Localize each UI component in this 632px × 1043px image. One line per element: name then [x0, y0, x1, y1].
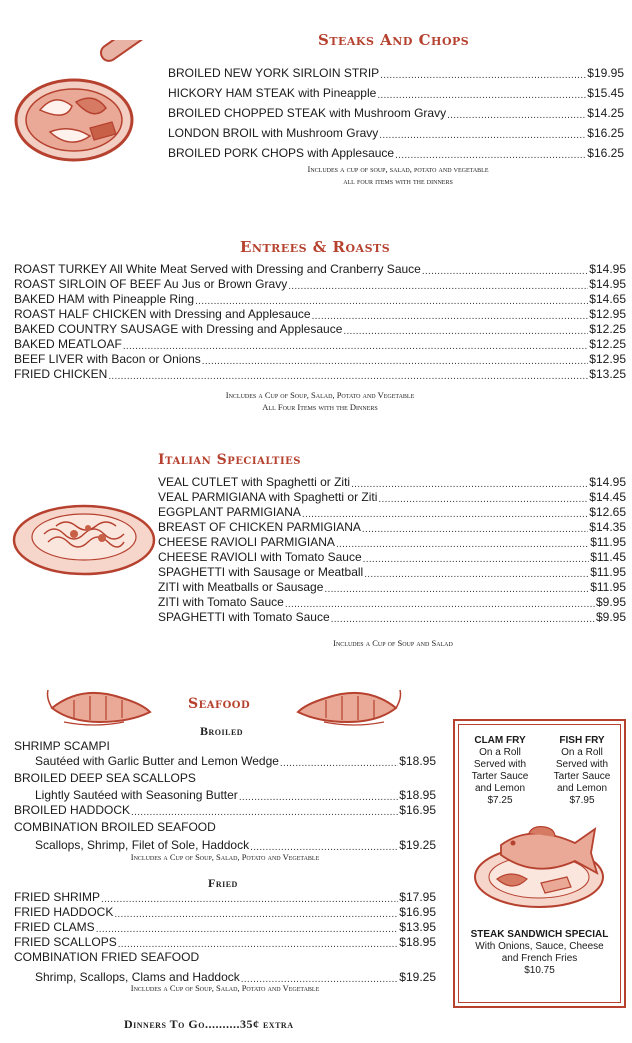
item-price: $11.45 — [590, 550, 626, 564]
menu-item — [14, 788, 436, 803]
item-price: $12.25 — [589, 337, 626, 351]
menu-item — [14, 803, 436, 818]
item-price: $11.95 — [590, 580, 626, 594]
leader-dots — [377, 90, 586, 101]
item-price: $15.45 — [587, 86, 624, 100]
clam-fry-price: $7.25 — [487, 795, 513, 806]
steaks-note — [168, 163, 628, 187]
subsection-broiled: Broiled — [200, 724, 244, 738]
leader-dots — [285, 599, 595, 610]
item-price: $18.95 — [399, 935, 436, 949]
dinners-to-go: Dinners To Go..........35¢ extra — [124, 1017, 294, 1031]
shrimp-illustration-left — [44, 682, 154, 730]
leader-dots — [202, 356, 589, 367]
item-name: EGGPLANT PARMIGIANA — [158, 505, 301, 519]
item-name: BROILED PORK CHOPS with Applesauce — [168, 146, 395, 160]
leader-dots — [114, 909, 398, 920]
steaks-list — [168, 66, 624, 161]
leader-dots — [123, 341, 588, 352]
item-price: $12.65 — [589, 505, 626, 519]
fish-fry-block — [542, 735, 622, 807]
fish-fry-line: Tarter Sauce — [553, 771, 611, 782]
menu-item — [14, 905, 436, 920]
menu-item — [158, 475, 626, 490]
shrimp-illustration-right — [294, 682, 404, 730]
item-desc: Lightly Sautéed with Seasoning Butter — [35, 788, 238, 802]
item-name: ROAST HALF CHICKEN with Dressing and Applesauce — [14, 307, 311, 321]
section-title-steaks: Steaks And Chops — [318, 31, 470, 49]
item-price: $13.95 — [399, 920, 436, 934]
specials-box — [453, 719, 626, 1008]
item-price: $14.45 — [589, 490, 626, 504]
item-name: FRIED SHRIMP — [14, 890, 101, 904]
leader-dots — [312, 311, 589, 322]
item-name: FRIED CLAMS — [14, 920, 95, 934]
item-name: FRIED SCALLOPS — [14, 935, 117, 949]
leader-dots — [364, 569, 589, 580]
menu-item — [158, 535, 626, 550]
item-name: COMBINATION BROILED SEAFOOD — [14, 820, 216, 834]
item-name: BROILED DEEP SEA SCALLOPS — [14, 771, 196, 785]
item-price: $14.25 — [587, 106, 624, 120]
item-name: ROAST TURKEY All White Meat Served with Dressing and Cranberry Sauce — [14, 262, 421, 276]
item-name: FRIED HADDOCK — [14, 905, 114, 919]
item-name: ZITI with Tomato Sauce — [158, 595, 284, 609]
steak-sandwich-line: and French Fries — [501, 953, 578, 964]
note-line: Includes a cup of soup, salad, potato and vegetable — [307, 164, 489, 174]
item-price: $16.95 — [399, 905, 436, 919]
note-line: Includes a Cup of Soup, Salad, Potato and Vegetable — [130, 983, 320, 993]
menu-item — [14, 890, 436, 905]
leader-dots — [96, 924, 399, 935]
menu-item — [14, 277, 626, 292]
item-price: $14.95 — [589, 475, 626, 489]
fish-fry-line: Served with — [555, 759, 609, 770]
skillet-illustration — [12, 40, 162, 165]
item-name: ZITI with Meatballs or Sausage — [158, 580, 324, 594]
clam-fry-title: CLAM FRY — [474, 735, 526, 746]
leader-dots — [108, 371, 588, 382]
seafood-fried-list — [14, 890, 436, 985]
leader-dots — [195, 296, 588, 307]
menu-item — [158, 550, 626, 565]
clam-fry-line: Tarter Sauce — [471, 771, 529, 782]
menu-item — [168, 66, 624, 81]
seafood-broiled-list — [14, 739, 436, 853]
steak-sandwich-price: $10.75 — [524, 965, 555, 976]
item-price: $14.35 — [589, 520, 626, 534]
item-name: BROILED NEW YORK SIRLOIN STRIP — [168, 66, 380, 80]
item-name: BAKED MEATLOAF — [14, 337, 122, 351]
item-name: LONDON BROIL with Mushroom Gravy — [168, 126, 379, 140]
item-price: $16.25 — [587, 126, 624, 140]
menu-item — [14, 352, 626, 367]
menu-item — [14, 307, 626, 322]
fish-plate-illustration — [471, 821, 611, 911]
menu-item — [14, 754, 436, 769]
item-name: CHEESE RAVIOLI PARMIGIANA — [158, 535, 335, 549]
item-name: VEAL PARMIGIANA with Spaghetti or Ziti — [158, 490, 378, 504]
menu-item — [14, 935, 436, 950]
leader-dots — [380, 70, 586, 81]
note-line: all four items with the dinners — [343, 176, 453, 186]
item-price: $13.25 — [589, 367, 626, 381]
item-name: BAKED COUNTRY SAUSAGE with Dressing and Applesauce — [14, 322, 343, 336]
menu-item — [158, 610, 626, 625]
leader-dots — [239, 792, 398, 803]
item-name: VEAL CUTLET with Spaghetti or Ziti — [158, 475, 351, 489]
note-line: All Four Items with the Dinners — [262, 402, 378, 412]
menu-item — [158, 580, 626, 595]
item-price: $19.95 — [587, 66, 624, 80]
menu-item — [158, 595, 626, 610]
entrees-note — [14, 389, 626, 413]
item-price: $18.95 — [399, 754, 436, 768]
leader-dots — [336, 539, 589, 550]
item-name: SPAGHETTI with Tomato Sauce — [158, 610, 330, 624]
item-name: BAKED HAM with Pineapple Ring — [14, 292, 195, 306]
leader-dots — [131, 807, 398, 818]
item-name: SHRIMP SCAMPI — [14, 739, 110, 753]
item-price: $12.95 — [589, 307, 626, 321]
leader-dots — [379, 130, 586, 141]
subsection-fried: Fried — [208, 876, 238, 890]
leader-dots — [351, 479, 588, 490]
item-price: $14.95 — [589, 262, 626, 276]
leader-dots — [343, 326, 588, 337]
italian-note — [158, 637, 628, 649]
menu-item — [14, 262, 626, 277]
italian-list — [158, 475, 626, 625]
item-price: $14.95 — [589, 277, 626, 291]
section-title-seafood: Seafood — [188, 696, 251, 712]
clam-fry-block — [460, 735, 540, 807]
pasta-plate-illustration — [10, 490, 158, 580]
clam-fry-line: and Lemon — [474, 783, 526, 794]
item-name: HICKORY HAM STEAK with Pineapple — [168, 86, 377, 100]
item-desc: Scallops, Shrimp, Filet of Sole, Haddock — [35, 838, 250, 852]
broiled-note — [14, 851, 436, 863]
fish-fry-line: On a Roll — [561, 747, 603, 758]
steak-sandwich-title: STEAK SANDWICH SPECIAL — [470, 929, 609, 940]
leader-dots — [280, 758, 398, 769]
item-name: CHEESE RAVIOLI with Tomato Sauce — [158, 550, 362, 564]
item-price: $9.95 — [595, 610, 626, 624]
item-price: $12.95 — [589, 352, 626, 366]
leader-dots — [331, 614, 595, 625]
note-line: Includes a Cup of Soup, Salad, Potato and Vegetable — [130, 852, 320, 862]
menu-item — [158, 520, 626, 535]
fish-fry-price: $7.95 — [569, 795, 595, 806]
item-name: BROILED CHOPPED STEAK with Mushroom Gravy — [168, 106, 447, 120]
menu-item — [14, 292, 626, 307]
leader-dots — [324, 584, 589, 595]
item-price: $19.25 — [399, 838, 436, 852]
note-line: Includes a Cup of Soup, Salad, Potato and Vegetable — [225, 390, 415, 400]
leader-dots — [118, 939, 399, 950]
menu-item — [168, 86, 624, 101]
steak-sandwich-block — [455, 929, 624, 977]
item-desc: Sautéed with Garlic Butter and Lemon Wedge — [35, 754, 279, 768]
fish-fry-title: FISH FRY — [559, 735, 605, 746]
leader-dots — [288, 281, 588, 292]
leader-dots — [378, 494, 588, 505]
section-title-italian: Italian Specialties — [158, 452, 302, 468]
item-price: $11.95 — [590, 535, 626, 549]
menu-item — [158, 505, 626, 520]
menu-item — [14, 337, 626, 352]
item-price: $14.65 — [589, 292, 626, 306]
item-name: BREAST OF CHICKEN PARMIGIANA — [158, 520, 361, 534]
leader-dots — [447, 110, 586, 121]
item-price: $16.25 — [587, 146, 624, 160]
menu-item — [14, 367, 626, 382]
item-price: $12.25 — [589, 322, 626, 336]
leader-dots — [302, 509, 588, 520]
item-price: $18.95 — [399, 788, 436, 802]
item-name: BROILED HADDOCK — [14, 803, 131, 817]
item-name: BEEF LIVER with Bacon or Onions — [14, 352, 201, 366]
clam-fry-line: On a Roll — [479, 747, 521, 758]
fried-note — [14, 982, 436, 994]
menu-item — [158, 490, 626, 505]
menu-item — [158, 565, 626, 580]
menu-item — [168, 126, 624, 141]
steak-sandwich-line: With Onions, Sauce, Cheese — [475, 941, 604, 952]
item-name: FRIED CHICKEN — [14, 367, 108, 381]
menu-item — [168, 106, 624, 121]
item-price: $19.25 — [399, 970, 436, 984]
clam-fry-line: Served with — [473, 759, 527, 770]
menu-item — [168, 146, 624, 161]
item-price: $9.95 — [595, 595, 626, 609]
item-name: ROAST SIRLOIN OF BEEF Au Jus or Brown Gravy — [14, 277, 288, 291]
item-name: COMBINATION FRIED SEAFOOD — [14, 950, 200, 964]
fish-fry-line: and Lemon — [556, 783, 608, 794]
entrees-list — [14, 262, 626, 382]
leader-dots — [363, 554, 590, 565]
item-price: $17.95 — [399, 890, 436, 904]
item-name: SPAGHETTI with Sausage or Meatball — [158, 565, 364, 579]
leader-dots — [101, 894, 398, 905]
leader-dots — [362, 524, 588, 535]
item-desc: Shrimp, Scallops, Clams and Haddock — [35, 970, 240, 984]
leader-dots — [422, 266, 588, 277]
item-price: $11.95 — [590, 565, 626, 579]
note-line: Includes a Cup of Soup and Salad — [333, 638, 453, 648]
item-price: $16.95 — [399, 803, 436, 817]
menu-item — [14, 920, 436, 935]
menu-item — [14, 322, 626, 337]
section-title-entrees: Entrees & Roasts — [240, 238, 391, 256]
leader-dots — [395, 150, 586, 161]
